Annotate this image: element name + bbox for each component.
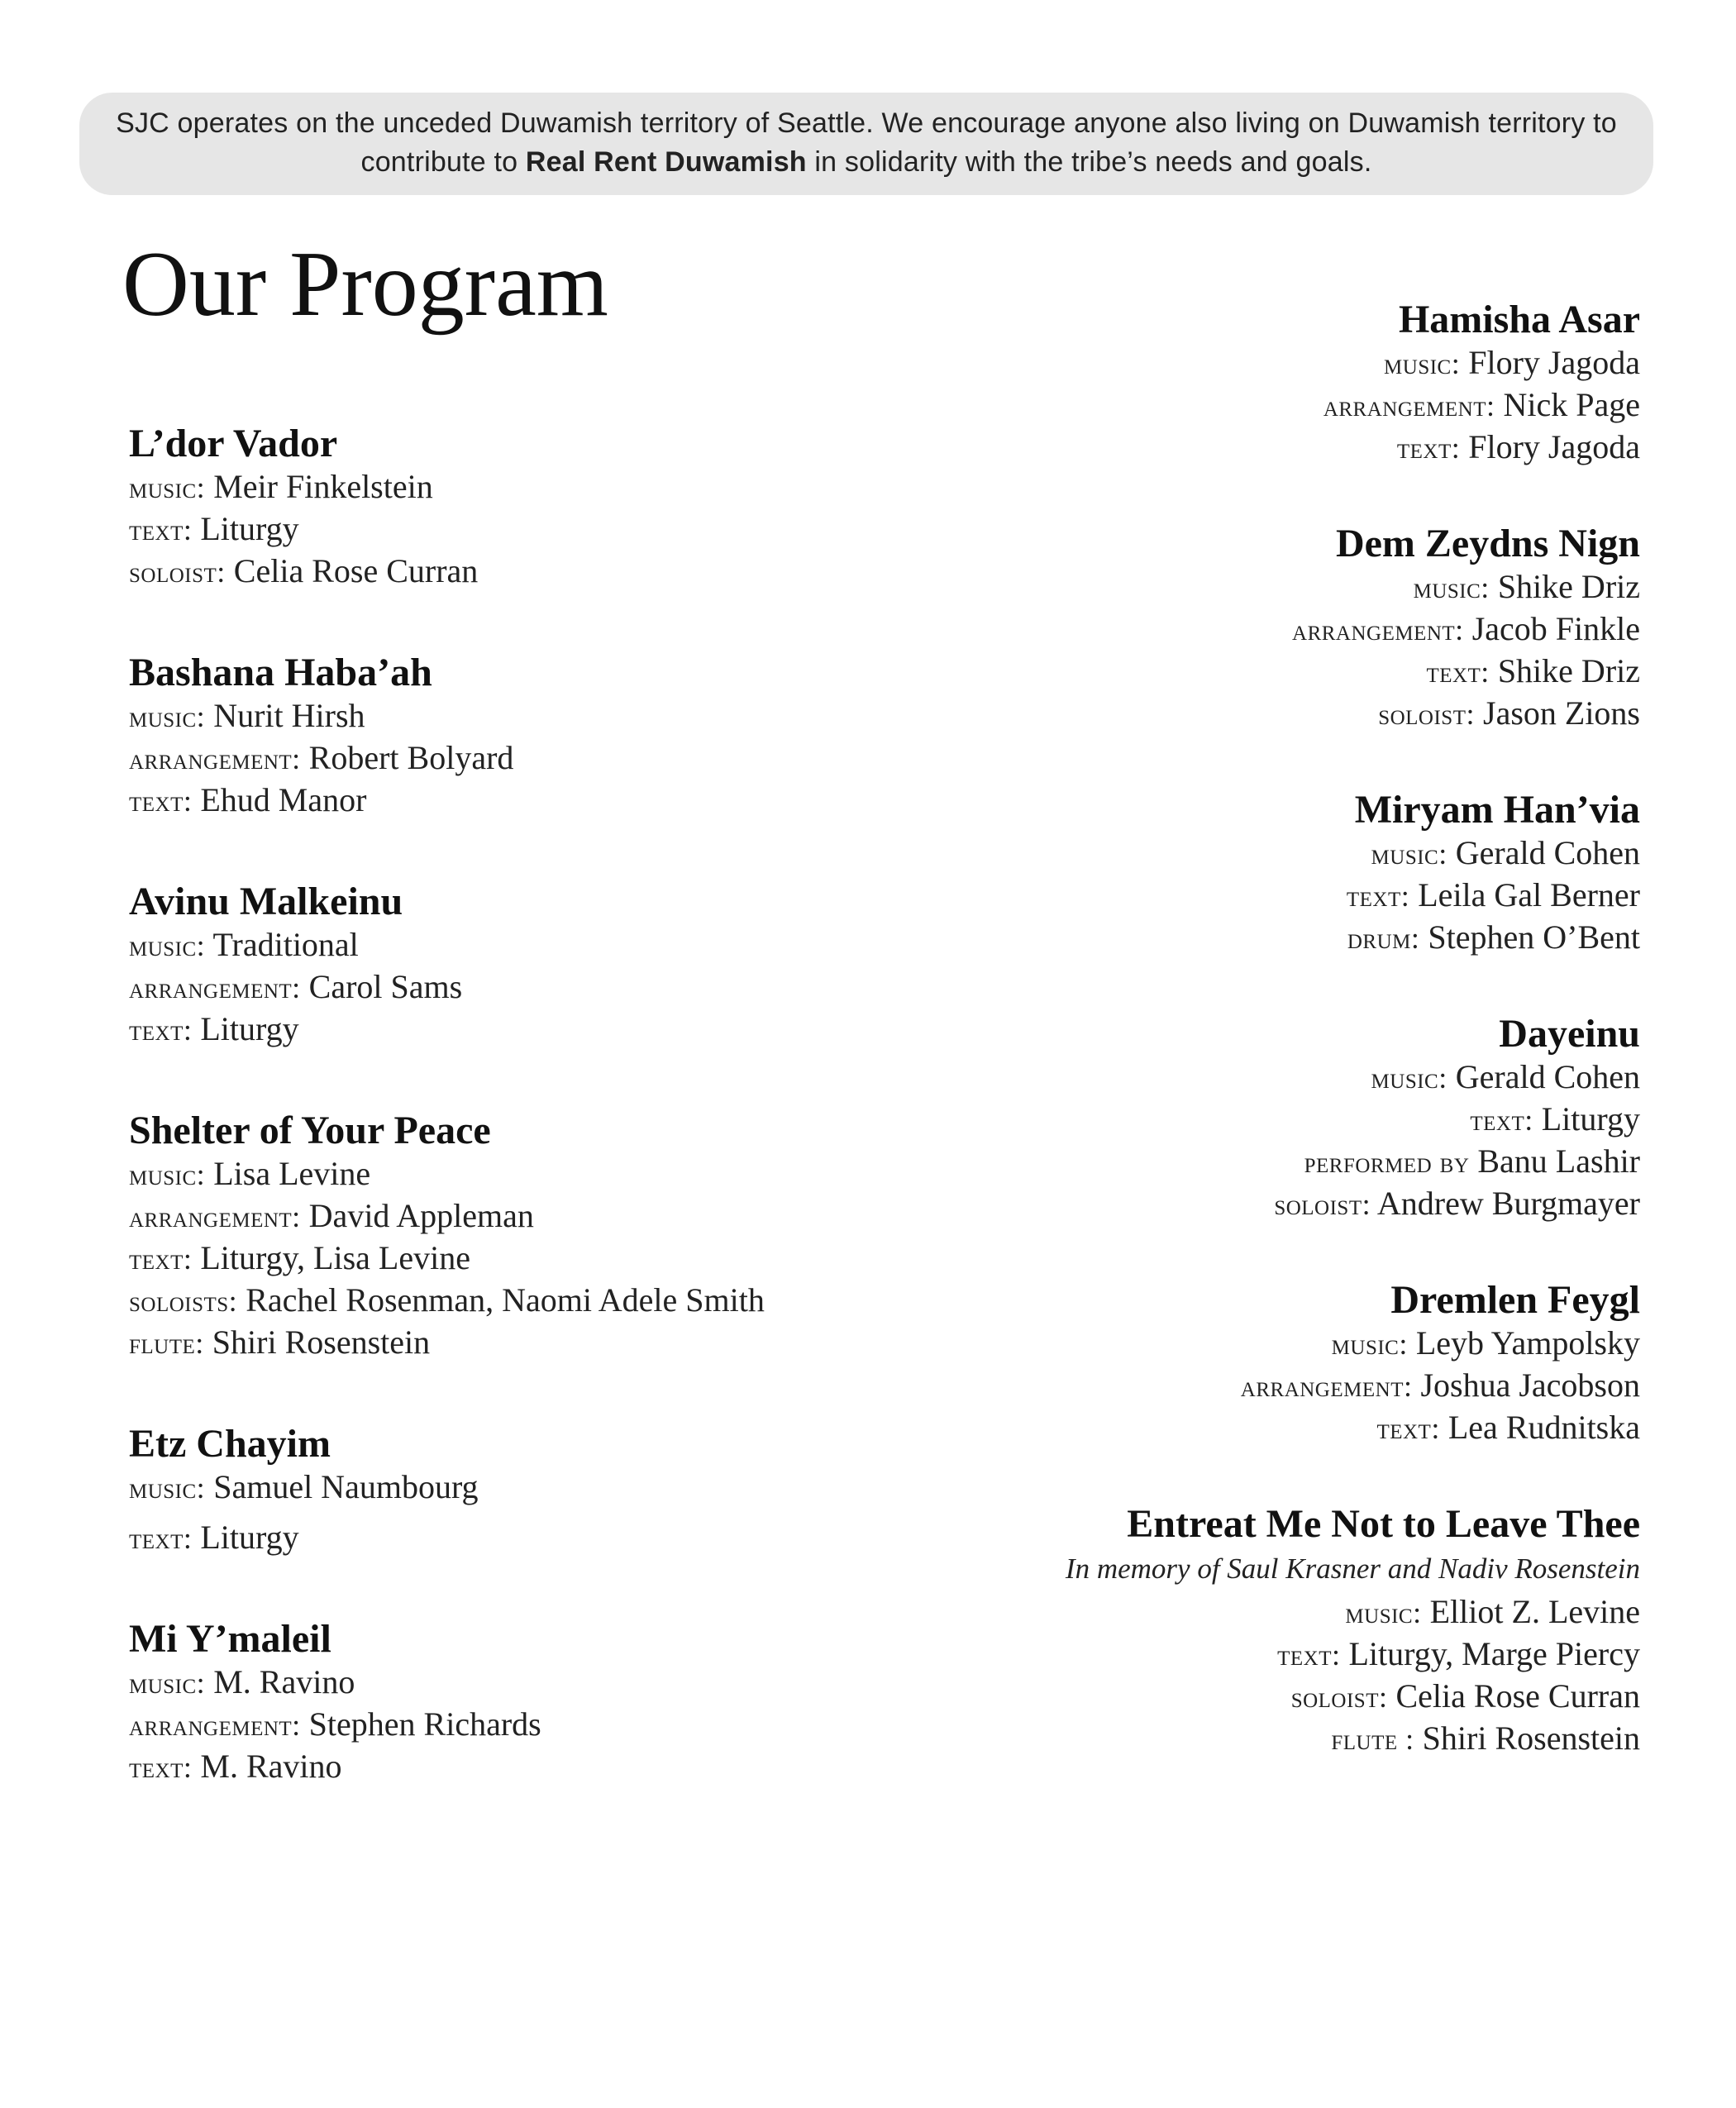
credit-role: text:	[1470, 1104, 1533, 1137]
credit-role: text:	[129, 513, 193, 546]
credit-role: text:	[1396, 432, 1461, 465]
credit-name: Traditional	[212, 926, 359, 963]
piece-title: Dayeinu	[1499, 1012, 1640, 1056]
credit-role: arrangement:	[1292, 613, 1464, 646]
credit-name: Nurit Hirsh	[213, 697, 365, 734]
piece-credit	[813, 693, 1640, 735]
credit-role: soloist:	[1274, 1188, 1371, 1221]
credit-name: Gerald Cohen	[1455, 834, 1640, 871]
piece-credit	[813, 1718, 1640, 1760]
piece-title: Avinu Malkeinu	[129, 880, 403, 923]
credit-name: M. Ravino	[213, 1663, 355, 1700]
piece-credit	[813, 342, 1640, 384]
piece-credit	[813, 875, 1640, 917]
land-acknowledgement-text-end: in solidarity with the tribe’s needs and goals.	[806, 146, 1372, 178]
credit-role: music:	[129, 1471, 206, 1505]
credit-name: Elliot Z. Levine	[1429, 1593, 1640, 1630]
piece-title: Bashana Haba’ah	[129, 651, 432, 694]
credit-role: flute :	[1331, 1723, 1414, 1756]
piece-title: Hamisha Asar	[1398, 298, 1640, 341]
credit-name: Liturgy, Lisa Levine	[200, 1239, 470, 1276]
credit-role: music:	[129, 700, 206, 733]
credit-role: music:	[129, 471, 206, 504]
piece-credit	[813, 566, 1640, 608]
credit-role: text:	[129, 785, 193, 818]
credit-name: Flory Jagoda	[1468, 344, 1640, 381]
credit-role: music:	[129, 929, 206, 962]
credit-name: Lisa Levine	[213, 1155, 371, 1192]
credit-role: soloist:	[1378, 698, 1475, 731]
credit-role: arrangement:	[129, 742, 301, 775]
credit-role: music:	[1413, 571, 1490, 604]
credit-name: Rachel Rosenman, Naomi Adele Smith	[246, 1281, 765, 1319]
piece-credit	[813, 917, 1640, 959]
piece-credit	[813, 1591, 1640, 1633]
credit-name: Leyb Yampolsky	[1415, 1324, 1640, 1362]
credit-role: arrangement:	[129, 1709, 301, 1742]
credit-name: Liturgy	[200, 1010, 299, 1047]
credit-role: text:	[1376, 1412, 1440, 1445]
credit-role: music:	[1384, 347, 1461, 380]
credit-role: music:	[129, 1667, 206, 1700]
credit-role: soloist:	[129, 556, 226, 589]
credit-role: arrangement:	[129, 971, 301, 1004]
piece-credit	[813, 832, 1640, 875]
land-acknowledgement-banner	[79, 93, 1653, 195]
credit-name: Ehud Manor	[200, 781, 367, 818]
credit-role: flute:	[129, 1327, 204, 1360]
credit-role: arrangement:	[1323, 389, 1495, 422]
credit-role: performed by	[1304, 1146, 1470, 1179]
credit-role: text:	[1346, 880, 1410, 913]
credit-role: music:	[1371, 837, 1447, 870]
piece-credit	[813, 1056, 1640, 1099]
program-piece	[813, 1278, 1640, 1449]
piece-title: Mi Y’maleil	[129, 1617, 331, 1661]
credit-name: Leila Gal Berner	[1418, 876, 1640, 913]
credit-name: Nick Page	[1503, 386, 1640, 423]
credit-role: text:	[1426, 656, 1490, 689]
piece-credit	[813, 1365, 1640, 1407]
credit-name: Shike Driz	[1497, 568, 1640, 605]
credit-name: Shiri Rosenstein	[1422, 1719, 1640, 1757]
credit-role: text:	[129, 1242, 193, 1276]
credit-role: text:	[129, 1751, 193, 1784]
credit-name: Gerald Cohen	[1455, 1058, 1640, 1095]
credit-role: music:	[1345, 1596, 1422, 1629]
program-piece	[813, 1502, 1640, 1760]
credit-role: arrangement:	[1240, 1370, 1413, 1403]
credit-role: text:	[129, 1522, 193, 1555]
credit-name: M. Ravino	[200, 1748, 342, 1785]
credit-role: music:	[129, 1158, 206, 1191]
page-title: Our Program	[122, 233, 608, 336]
credit-name: Liturgy	[200, 1519, 299, 1556]
credit-name: Celia Rose Curran	[233, 552, 479, 589]
credit-name: Andrew Burgmayer	[1376, 1185, 1640, 1222]
credit-name: David Appleman	[308, 1197, 534, 1234]
piece-title: Entreat Me Not to Leave Thee	[1127, 1502, 1640, 1546]
piece-title: Etz Chayim	[129, 1422, 331, 1466]
piece-dedication: In memory of Saul Krasner and Nadiv Rosenstein	[1065, 1552, 1640, 1585]
program-piece	[813, 522, 1640, 735]
credit-name: Liturgy	[200, 510, 299, 547]
program-right-column	[813, 298, 1640, 1760]
piece-credit	[813, 1676, 1640, 1718]
piece-title: L’dor Vador	[129, 422, 338, 465]
credit-name: Samuel Naumbourg	[213, 1468, 479, 1505]
piece-credit	[813, 1633, 1640, 1676]
credit-name: Liturgy	[1541, 1100, 1640, 1137]
program-piece	[813, 788, 1640, 959]
credit-name: Carol Sams	[308, 968, 463, 1005]
credit-role: soloist:	[1290, 1681, 1388, 1714]
credit-role: arrangement:	[129, 1200, 301, 1233]
credit-role: soloists:	[129, 1285, 238, 1318]
piece-credit	[813, 1141, 1640, 1183]
piece-credit	[813, 1407, 1640, 1449]
program-piece	[813, 1012, 1640, 1225]
piece-credit	[813, 1323, 1640, 1365]
credit-name: Stephen O’Bent	[1428, 918, 1640, 956]
piece-title: Shelter of Your Peace	[129, 1109, 491, 1152]
piece-title: Dem Zeydns Nign	[1335, 522, 1640, 565]
credit-role: text:	[1277, 1638, 1341, 1672]
credit-name: Shike Driz	[1497, 652, 1640, 689]
piece-credit	[813, 1183, 1640, 1225]
real-rent-duwamish-text: Real Rent Duwamish	[525, 146, 807, 178]
credit-name: Stephen Richards	[308, 1705, 541, 1743]
credit-name: Jacob Finkle	[1471, 610, 1640, 647]
credit-name: Shiri Rosenstein	[212, 1323, 431, 1361]
credit-name: Meir Finkelstein	[213, 468, 433, 505]
piece-credit	[813, 384, 1640, 427]
credit-name: Joshua Jacobson	[1420, 1366, 1640, 1404]
piece-title: Miryam Han’via	[1354, 788, 1640, 832]
credit-role: music:	[1371, 1061, 1447, 1095]
credit-role: text:	[129, 1013, 193, 1047]
piece-credit	[813, 427, 1640, 469]
credit-name: Jason Zions	[1483, 694, 1640, 732]
land-acknowledgement-text: SJC operates on the unceded Duwamish territory of Seattle. We encourage anyone also living on Duwamish territory to contribute to	[116, 107, 1617, 178]
credit-name: Flory Jagoda	[1468, 428, 1640, 465]
program-piece	[813, 298, 1640, 469]
piece-title: Dremlen Feygl	[1390, 1278, 1640, 1322]
credit-role: music:	[1331, 1328, 1408, 1361]
credit-name: Lea Rudnitska	[1447, 1409, 1640, 1446]
credit-name: Banu Lashir	[1477, 1142, 1640, 1180]
credit-name: Celia Rose Curran	[1395, 1677, 1640, 1715]
credit-role: drum:	[1347, 922, 1420, 955]
piece-credit	[813, 651, 1640, 693]
credit-name: Liturgy, Marge Piercy	[1348, 1635, 1640, 1672]
piece-credit	[813, 1099, 1640, 1141]
piece-credit	[813, 608, 1640, 651]
credit-name: Robert Bolyard	[308, 739, 514, 776]
